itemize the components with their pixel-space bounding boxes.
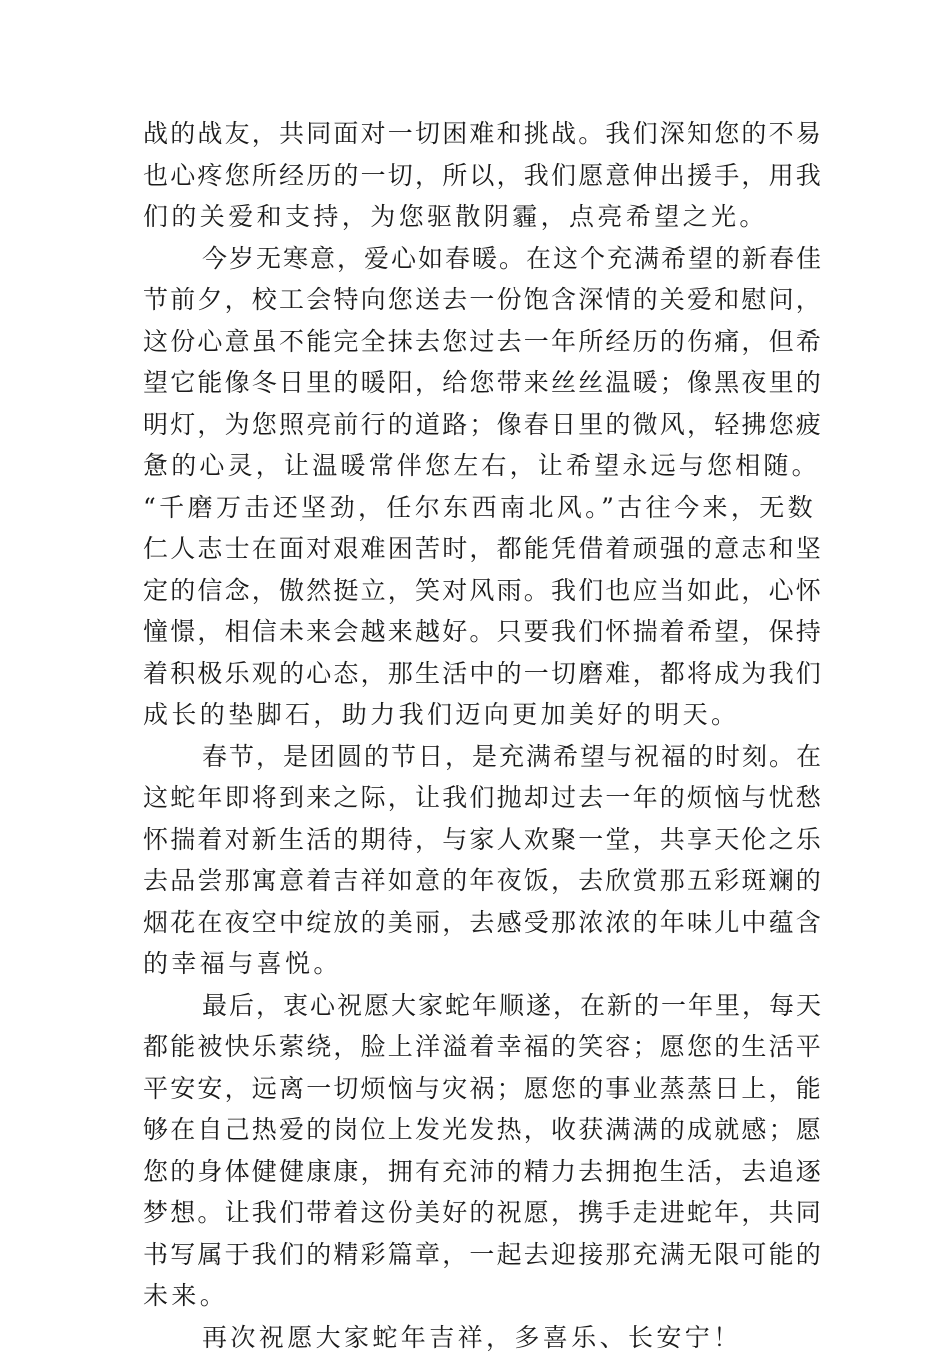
- text-line: 也心疼您所经历的一切，所以，我们愿意伸出援手，用我: [143, 155, 823, 197]
- text-line: 战的战友，共同面对一切困难和挑战。我们深知您的不易: [143, 113, 823, 155]
- text-line: 您的身体健健康康，拥有充沛的精力去拥抱生活，去追逐: [143, 1151, 823, 1193]
- text-line: 成长的垫脚石，助力我们迈向更加美好的明天。: [143, 694, 823, 736]
- text-line: 书写属于我们的精彩篇章，一起去迎接那充满无限可能的: [143, 1234, 823, 1276]
- text-line: 明灯，为您照亮前行的道路；像春日里的微风，轻拂您疲: [143, 404, 823, 446]
- text-line: 未来。: [143, 1275, 823, 1317]
- text-line: 最后，衷心祝愿大家蛇年顺遂，在新的一年里，每天: [143, 985, 823, 1027]
- text-line: 惫的心灵，让温暖常伴您左右，让希望永远与您相随。: [143, 445, 823, 487]
- text-line: 今岁无寒意，爱心如春暖。在这个充满希望的新春佳: [143, 238, 823, 280]
- text-line: 够在自己热爱的岗位上发光发热，收获满满的成就感；愿: [143, 1109, 823, 1151]
- text-line: 烟花在夜空中绽放的美丽，去感受那浓浓的年味儿中蕴含: [143, 902, 823, 944]
- document-body: [143, 113, 823, 1358]
- text-line: 都能被快乐萦绕，脸上洋溢着幸福的笑容；愿您的生活平: [143, 1026, 823, 1068]
- text-line: 梦想。让我们带着这份美好的祝愿，携手走进蛇年，共同: [143, 1192, 823, 1234]
- text-line: 着积极乐观的心态，那生活中的一切磨难，都将成为我们: [143, 653, 823, 695]
- text-line: 们的关爱和支持，为您驱散阴霾，点亮希望之光。: [143, 196, 823, 238]
- text-line: “千磨万击还坚劲，任尔东西南北风。”古往今来，无数: [143, 487, 823, 529]
- text-line: 这蛇年即将到来之际，让我们抛却过去一年的烦恼与忧愁: [143, 777, 823, 819]
- text-line: 去品尝那寓意着吉祥如意的年夜饭，去欣赏那五彩斑斓的: [143, 860, 823, 902]
- text-line: 春节，是团圆的节日，是充满希望与祝福的时刻。在: [143, 736, 823, 778]
- text-line: 平安安，远离一切烦恼与灾祸；愿您的事业蒸蒸日上，能: [143, 1068, 823, 1110]
- text-line: 仁人志士在面对艰难困苦时，都能凭借着顽强的意志和坚: [143, 528, 823, 570]
- text-line: 憧憬，相信未来会越来越好。只要我们怀揣着希望，保持: [143, 611, 823, 653]
- text-line: 定的信念，傲然挺立，笑对风雨。我们也应当如此，心怀: [143, 570, 823, 612]
- text-line: 怀揣着对新生活的期待，与家人欢聚一堂，共享天伦之乐: [143, 819, 823, 861]
- text-line: 望它能像冬日里的暖阳，给您带来丝丝温暖；像黑夜里的: [143, 362, 823, 404]
- text-line: 再次祝愿大家蛇年吉祥，多喜乐、长安宁！: [143, 1317, 823, 1358]
- text-line: 的幸福与喜悦。: [143, 943, 823, 985]
- text-line: 这份心意虽不能完全抹去您过去一年所经历的伤痛，但希: [143, 321, 823, 363]
- text-line: 节前夕，校工会特向您送去一份饱含深情的关爱和慰问，: [143, 279, 823, 321]
